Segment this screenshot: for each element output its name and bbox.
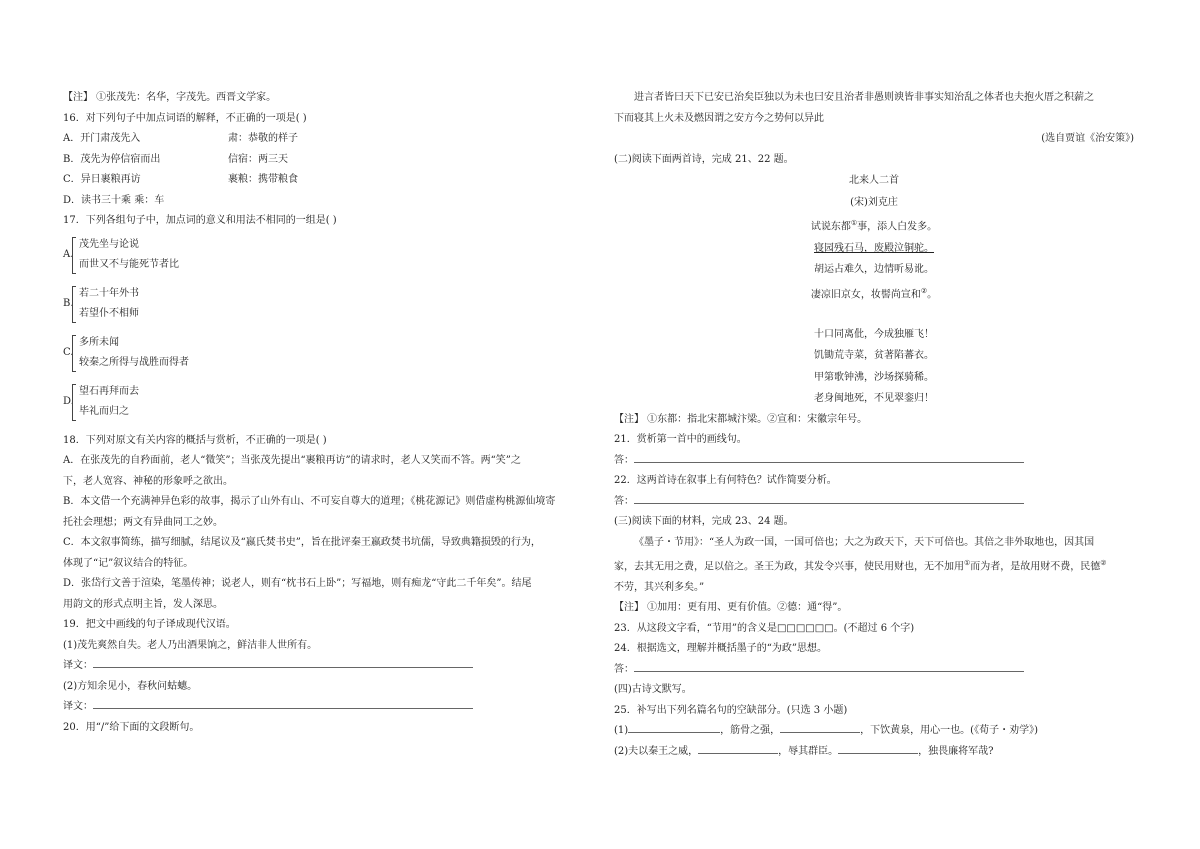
- poem1-line3: 胡运占难久，边情听易讹。: [814, 264, 934, 276]
- poem2-line3: 甲第歌钟沸，沙场探骑稀。: [814, 371, 934, 383]
- fill-blank[interactable]: [780, 722, 860, 733]
- passage-source: (选自贾谊《治安策》): [1041, 133, 1134, 144]
- question-21: 21．赏析第一首中的画线句。: [614, 434, 747, 446]
- question-16: 16．对下列句子中加点词语的解释，不正确的一项是( ): [63, 112, 307, 124]
- q16-option-a: A．开门肃茂先入 肃：恭敬的样子: [63, 133, 298, 144]
- section-4-heading: (四)古诗文默写。: [614, 684, 692, 696]
- question-19: 19．把文中画线的句子译成现代汉语。: [63, 619, 236, 630]
- fill-blank[interactable]: [698, 743, 778, 754]
- poem2-line4: 老身闽地死，不见翠銮归！: [814, 393, 934, 405]
- q16-option-d: D．读书三十乘 乘：车: [63, 194, 165, 206]
- q17-option-b: B. 若二十年外书 若望仆不相师: [63, 284, 583, 325]
- section-3-heading: (三)阅读下面的材料，完成 23、24 题。: [614, 516, 794, 528]
- q19-sentence-1: (1)茂先爽然自失。老人乃出酒果饷之，鲜洁非人世所有。: [63, 639, 318, 651]
- q18-option-c-line2: 体现了“记”叙议结合的特征。: [63, 557, 194, 569]
- q25-item-1: (1) ，筋骨之强， ，下饮黄泉，用心一也。(《荀子・劝学》): [614, 721, 1134, 742]
- answer-line[interactable]: [93, 657, 473, 668]
- poem1-line2: 寝园残石马，废殿泣铜驼。: [814, 242, 934, 254]
- fill-blank[interactable]: [628, 722, 720, 733]
- question-25: 25．补写出下列名篇名句的空缺部分。(只选 3 小题): [614, 704, 848, 716]
- q22-answer: 答：: [614, 492, 1134, 513]
- question-22: 22．这两首诗在叙事上有何特色？试作简要分析。: [614, 475, 837, 487]
- q21-answer: 答：: [614, 451, 1134, 472]
- q16-option-b: B．茂先为停信宿而出 信宿：两三天: [63, 153, 288, 165]
- answer-line[interactable]: [634, 452, 1024, 463]
- q18-option-a-line1: A．在张茂先的自矜面前，老人“微笑”；当张茂先提出“裹粮再访”的请求时，老人又笑而不答。两“笑”之: [63, 455, 521, 466]
- right-column: [614, 88, 1134, 762]
- mozi-line-2: 家，去其无用之费，足以倍之。圣王为政，其发令兴事，使民用财也，无不加用①而为者，是故用财不费，民德②: [614, 559, 1107, 573]
- q19-answer-1: 译文：: [63, 656, 583, 677]
- question-24: 24．根据选文，理解并概括墨子的“为政”思想。: [614, 643, 827, 655]
- mozi-line-1: 《墨子・节用》：“圣人为政一国，一国可倍也；大之为政天下，天下可倍也。其倍之非外取地也，因其国: [634, 536, 1095, 548]
- q16-option-c: C．异日裹粮再访 裹粮：携带粮食: [63, 174, 298, 185]
- answer-line[interactable]: [634, 661, 1024, 672]
- q25-item-2: (2)夫以秦王之威， ，辱其群臣。 ，独畏廉将军哉?: [614, 742, 1134, 763]
- question-23: 23．从这段文字看，“节用”的含义是□□□□□□。(不超过 6 个字): [614, 622, 915, 634]
- q17-option-c: C. 多所未闻 较秦之所得与战胜而得者: [63, 333, 583, 374]
- q17-option-d: D. 望石再拜而去 毕礼而归之: [63, 382, 583, 423]
- fill-blank[interactable]: [838, 743, 918, 754]
- q18-option-d-line2: 用韵文的形式点明主旨，发人深思。: [63, 598, 223, 610]
- q24-answer: 答：: [614, 660, 1134, 681]
- q18-option-a-line2: 下，老人宽容、神秘的形象呼之欲出。: [63, 475, 233, 487]
- poem1-line1: 试说东都①事，添人白发多。: [810, 219, 938, 233]
- q17-option-a: A. 茂先坐与论说 而世又不与能死节者比: [63, 235, 583, 276]
- q18-option-d-line1: D．张岱行文善于渲染，笔墨传神；说老人，则有“枕书石上卧”；写福地，则有痴龙“守此二千年矣”。结尾: [63, 578, 532, 589]
- q18-option-c-line1: C．本文叙事简练，描写细腻，结尾议及“嬴氏焚书史”，旨在批评秦王嬴政焚书坑儒，导致典籍损毁的行为，: [63, 537, 541, 548]
- q18-option-b-line2: 托社会理想；两文有异曲同工之妙。: [63, 516, 223, 528]
- q18-option-b-line1: B．本文借一个充满神异色彩的故事，揭示了山外有山、不可妄自尊大的道理；《桃花源记》则借虚构桃源仙境寄: [63, 496, 556, 507]
- section-2-heading: (二)阅读下面两首诗，完成 21、22 题。: [614, 153, 794, 165]
- answer-line[interactable]: [634, 493, 1024, 504]
- poem1-line4: 凄凉旧京女，妆髻尚宣和②。: [810, 286, 938, 301]
- poem-author: (宋)刘克庄: [850, 196, 898, 208]
- note-3: 【注】 ①加用：更有用、更有价值。②德：通“得”。: [614, 602, 848, 614]
- question-17: 17．下列各组句子中，加点词的意义和用法不相同的一组是( ): [63, 215, 337, 226]
- poem-title: 北来人二首: [849, 175, 899, 186]
- passage-line-2: 下而寝其上火未及燃因谓之安方今之势何以异此: [614, 112, 824, 124]
- poem: [614, 170, 1134, 410]
- question-20: 20．用“/”给下面的文段断句。: [63, 721, 200, 733]
- q19-answer-2: 译文：: [63, 697, 583, 718]
- answer-line[interactable]: [93, 698, 473, 709]
- note-2: 【注】 ①东都：指北宋都城汴梁。②宣和：宋徽宗年号。: [614, 413, 868, 425]
- poem2-line2: 饥锄荒寺菜，贫著陷蕃衣。: [814, 350, 934, 362]
- mozi-line-3: 不劳，其兴利多矣。”: [614, 581, 705, 593]
- note-1: 【注】 ①张茂先：名华，字茂先。西晋文学家。: [63, 92, 277, 103]
- poem2-line1: 十口同离仳，今成独雁飞！: [814, 328, 934, 340]
- left-column: [63, 88, 583, 738]
- question-18: 18．下列对原文有关内容的概括与赏析，不正确的一项是( ): [63, 434, 327, 446]
- q19-sentence-2: (2)方知余见小，春秋问蛄蟪。: [63, 680, 198, 692]
- passage-line-1: 进言者皆曰天下已安已治矣臣独以为未也曰安且治者非愚则谀皆非事实知治乱之体者也夫抱火厝之积薪之: [634, 92, 1094, 103]
